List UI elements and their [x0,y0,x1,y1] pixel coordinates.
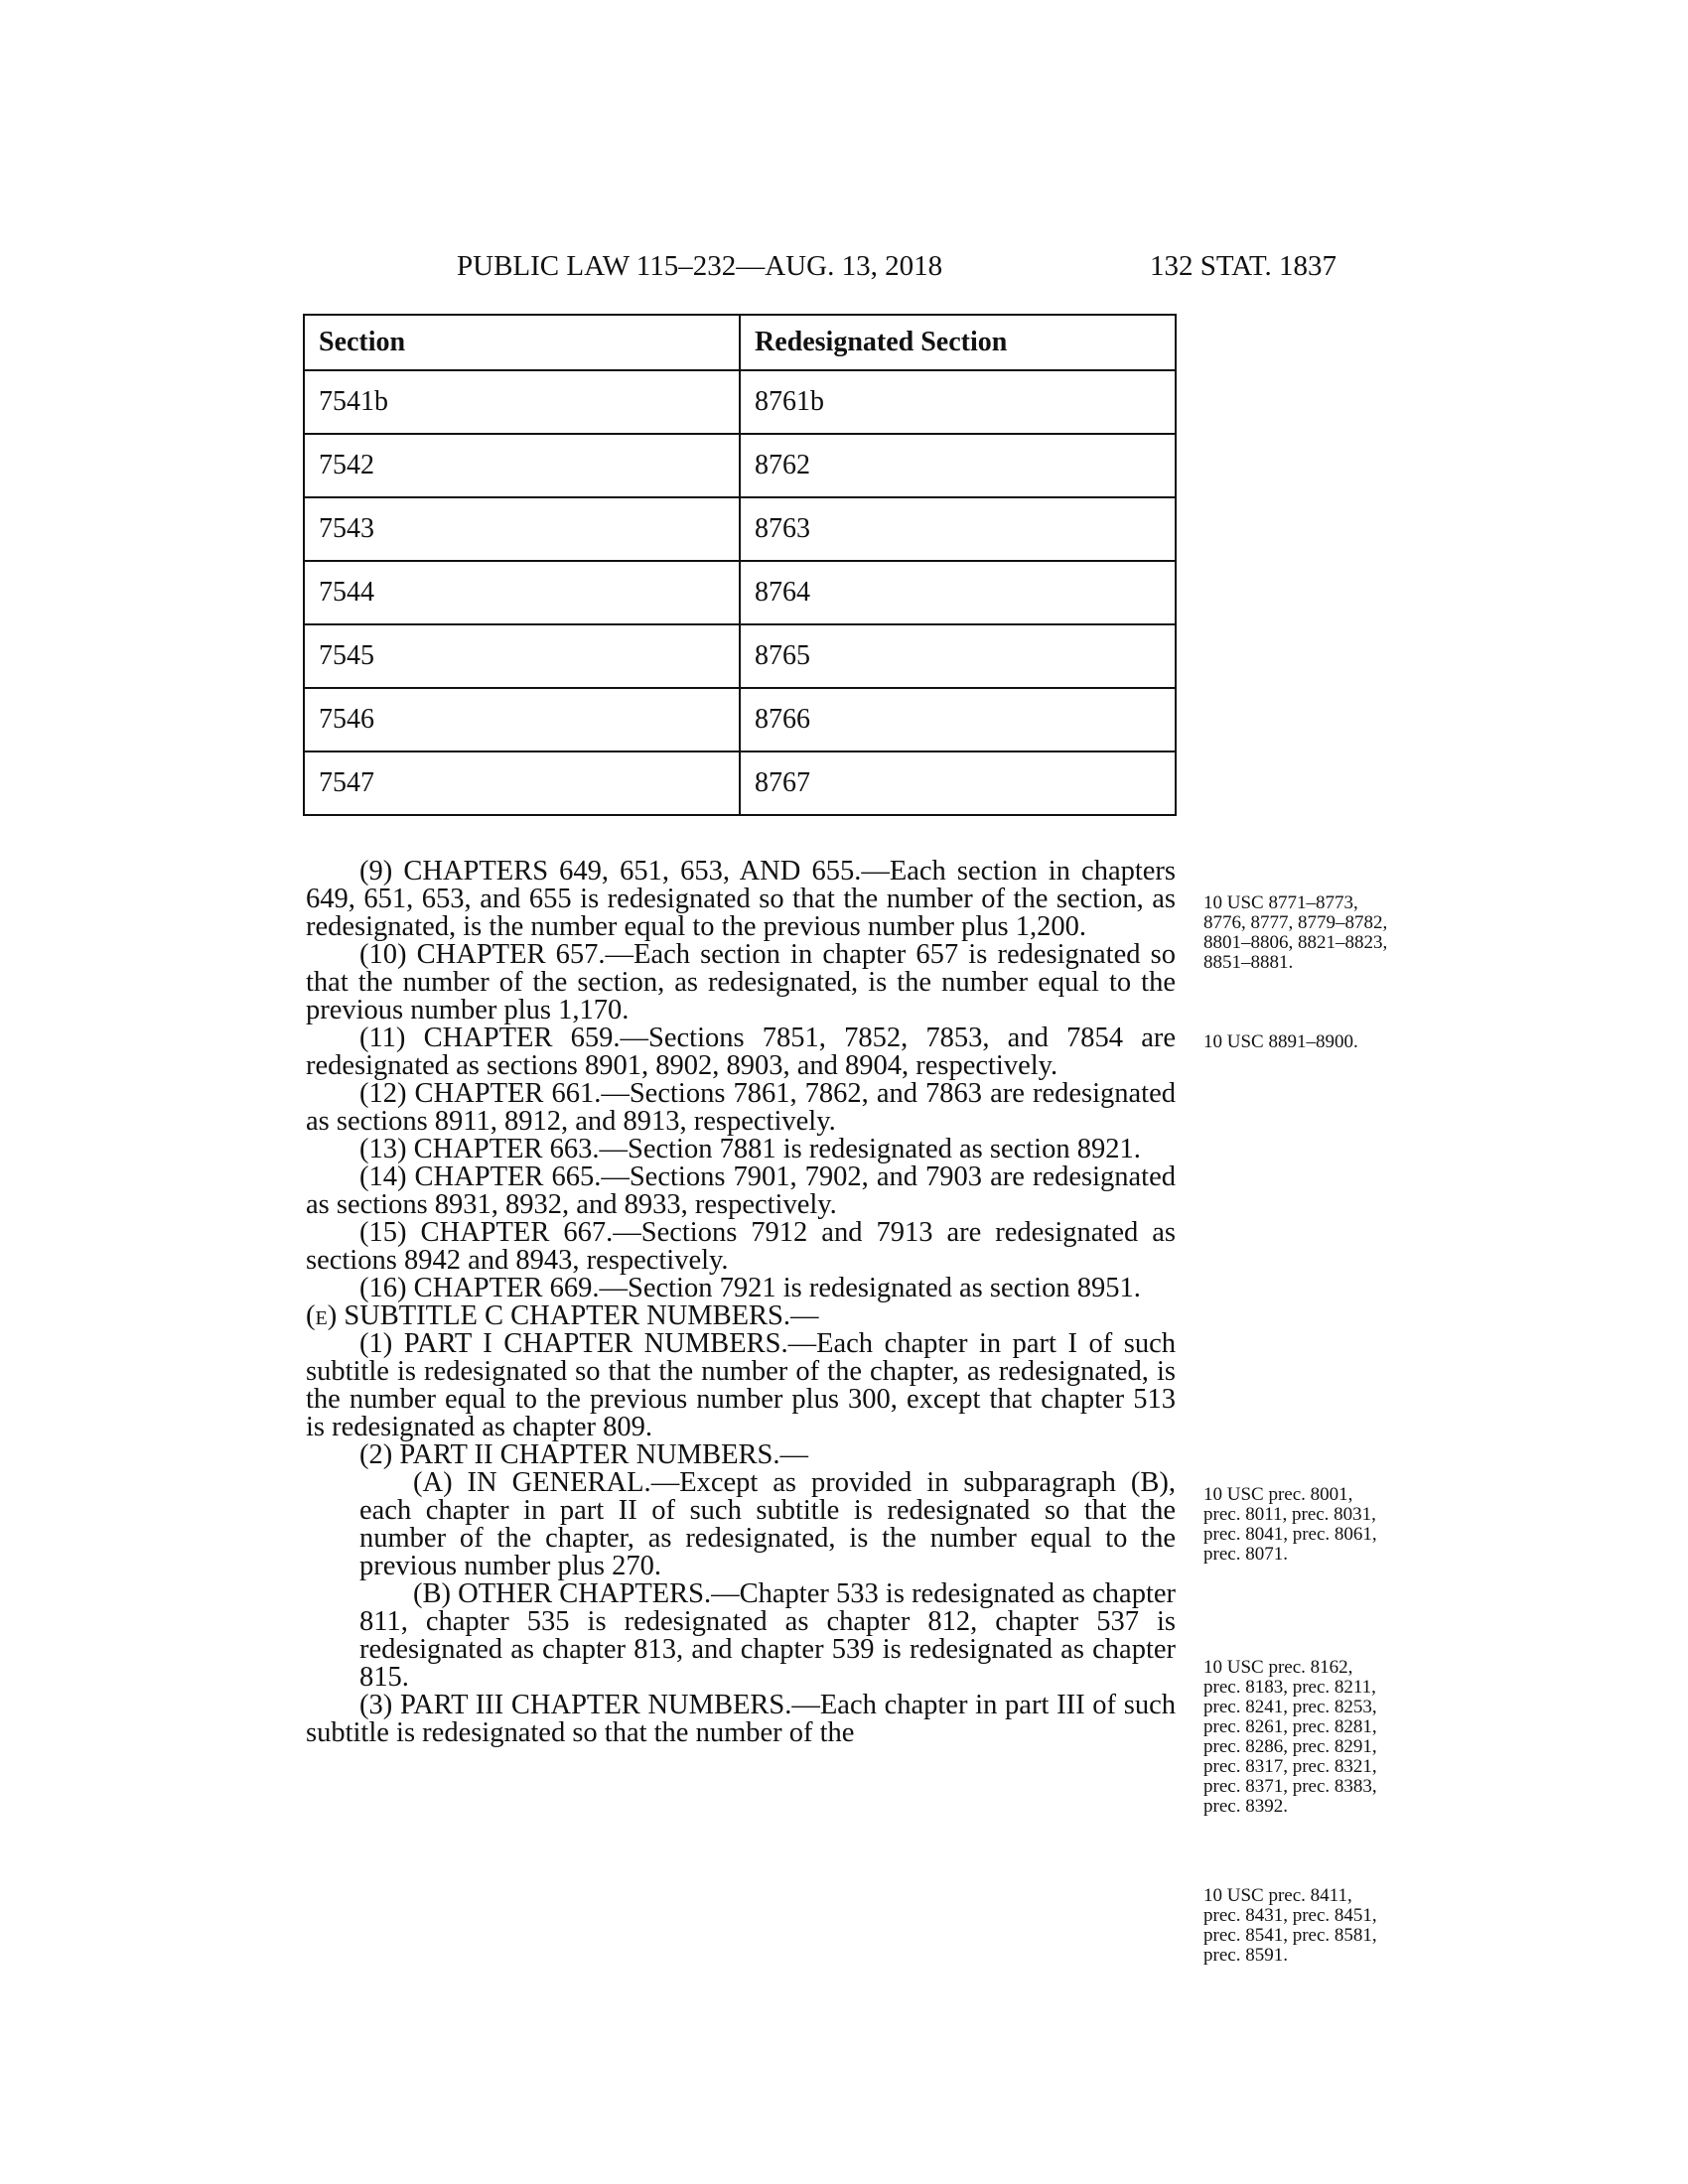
table-row [304,751,1176,815]
table-cell-redesignated: 8765 [740,624,1176,688]
table-row [304,561,1176,624]
column-header-section: Section [304,315,740,370]
paragraph-13 [306,1136,1176,1163]
paragraph-heading: (9) CHAPTERS 649, 651, 653, AND 655. [359,856,862,887]
paragraph-body: —Each chapter in part III of such subtitle is redesignated so that the number of the [306,1690,1176,1748]
public-law-citation: PUBLIC LAW 115–232—AUG. 13, 2018 [457,250,943,282]
table-cell-section: 7544 [304,561,740,624]
paragraph-body: —Sections 7912 and 7913 are redesignated as sections 8942 and 8943, respectively. [306,1217,1176,1276]
statute-page-number: 132 STAT. 1837 [1150,250,1337,282]
paragraph-heading: (13) CHAPTER 663. [359,1134,600,1164]
table-cell-section: 7542 [304,434,740,497]
paragraph-body: —Each section in chapters 649, 651, 653, and 655 is redesignated so that the number of the section, as redesignated, is the number equal to the previous number plus 1,200. [306,856,1176,942]
margin-note-usc-prec-8001: 10 USC prec. 8001, prec. 8011, prec. 8031, prec. 8041, prec. 8061, prec. 8071. [1203,1484,1377,1565]
paragraph-body: —Sections 7851, 7852, 7853, and 7854 are redesignated as sections 8901, 8902, 8903, and 8904, respectively. [306,1023,1176,1081]
paragraph-body: — [779,1439,808,1470]
paragraph-body: —Sections 7861, 7862, and 7863 are redesignated as sections 8911, 8912, and 8913, respectively. [306,1078,1176,1137]
table-cell-redesignated: 8767 [740,751,1176,815]
paragraph-heading: (1) PART I CHAPTER NUMBERS. [359,1328,788,1359]
subparagraph-e2b [359,1580,1176,1692]
paragraph-15 [306,1219,1176,1275]
table-cell-redesignated: 8761b [740,370,1176,434]
subparagraph-heading: (B) OTHER CHAPTERS. [413,1578,712,1609]
paragraph-body: —Section 7881 is redesignated as section 8921. [599,1134,1141,1164]
paragraph-heading: (3) PART III CHAPTER NUMBERS. [359,1690,792,1720]
subparagraph-e2a [359,1469,1176,1580]
table-row [304,497,1176,561]
paragraph-body: —Each chapter in part I of such subtitle is redesignated so that the number of the chapter, as redesignated, is the number equal to the previous number plus 300, except that chapter 513 is redesignated as chapter 809. [306,1328,1176,1442]
subsection-heading: (e) SUBTITLE C CHAPTER NUMBERS. [306,1300,791,1331]
table-cell-redesignated: 8764 [740,561,1176,624]
paragraph-heading: (11) CHAPTER 659. [359,1023,621,1053]
table-cell-section: 7547 [304,751,740,815]
redesignation-table [303,314,1177,816]
paragraph-body: —Section 7921 is redesignated as section 8951. [599,1273,1141,1303]
table-cell-redesignated: 8762 [740,434,1176,497]
paragraph-heading: (15) CHAPTER 667. [359,1217,614,1248]
paragraph-14 [306,1163,1176,1219]
paragraph-e2 [306,1441,1176,1469]
paragraph-e1 [306,1330,1176,1441]
subsection-e [306,1302,1176,1330]
table-cell-section: 7546 [304,688,740,751]
table-cell-section: 7541b [304,370,740,434]
paragraph-heading: (2) PART II CHAPTER NUMBERS. [359,1439,780,1470]
subparagraph-body: —Except as provided in subparagraph (B), each chapter in part II of such subtitle is redesignated so that the number of the chapter, as redesignated, is the number equal to the previous number plus 270. [359,1467,1177,1581]
margin-note-usc-8891: 10 USC 8891–8900. [1203,1031,1358,1052]
subsection-body: — [790,1300,819,1331]
paragraph-heading: (10) CHAPTER 657. [359,939,606,970]
table-cell-section: 7543 [304,497,740,561]
margin-note-usc-prec-8162: 10 USC prec. 8162, prec. 8183, prec. 8211, prec. 8241, prec. 8253, prec. 8261, prec. 8281, prec. 8286, prec. 8291, prec. 8317, prec. 8321, prec. 8371, prec. 8383, prec. 8392. [1203,1657,1377,1817]
table-row [304,370,1176,434]
paragraph-e3 [306,1692,1176,1747]
table-cell-section: 7545 [304,624,740,688]
column-header-redesignated-section: Redesignated Section [740,315,1176,370]
paragraph-12 [306,1080,1176,1136]
paragraph-10 [306,941,1176,1024]
paragraph-heading: (12) CHAPTER 661. [359,1078,602,1109]
paragraph-body: —Each section in chapter 657 is redesignated so that the number of the section, as redesignated, is the number equal to the previous number plus 1,170. [306,939,1176,1025]
paragraph-16 [306,1275,1176,1302]
paragraph-11 [306,1024,1176,1080]
table-row [304,688,1176,751]
statute-body-text [306,856,1177,1748]
paragraph-body: —Sections 7901, 7902, and 7903 are redesignated as sections 8931, 8932, and 8933, respectively. [306,1161,1176,1220]
subparagraph-body: —Chapter 533 is redesignated as chapter 811, chapter 535 is redesignated as chapter 812, chapter 537 is redesignated as chapter 813, and chapter 539 is redesignated as chapter 815. [359,1578,1176,1693]
table-row [304,434,1176,497]
paragraph-heading: (16) CHAPTER 669. [359,1273,600,1303]
subparagraph-heading: (A) IN GENERAL. [413,1467,651,1498]
table-cell-redesignated: 8766 [740,688,1176,751]
table-row [304,624,1176,688]
running-header [0,250,1688,290]
paragraph-9 [306,858,1176,941]
paragraph-heading: (14) CHAPTER 665. [359,1161,602,1192]
table-cell-redesignated: 8763 [740,497,1176,561]
margin-note-usc-prec-8411: 10 USC prec. 8411, prec. 8431, prec. 8451, prec. 8541, prec. 8581, prec. 8591. [1203,1885,1377,1966]
table-header-row [304,315,1176,370]
margin-note-usc-8771: 10 USC 8771–8773, 8776, 8777, 8779–8782, 8801–8806, 8821–8823, 8851–8881. [1203,892,1388,973]
